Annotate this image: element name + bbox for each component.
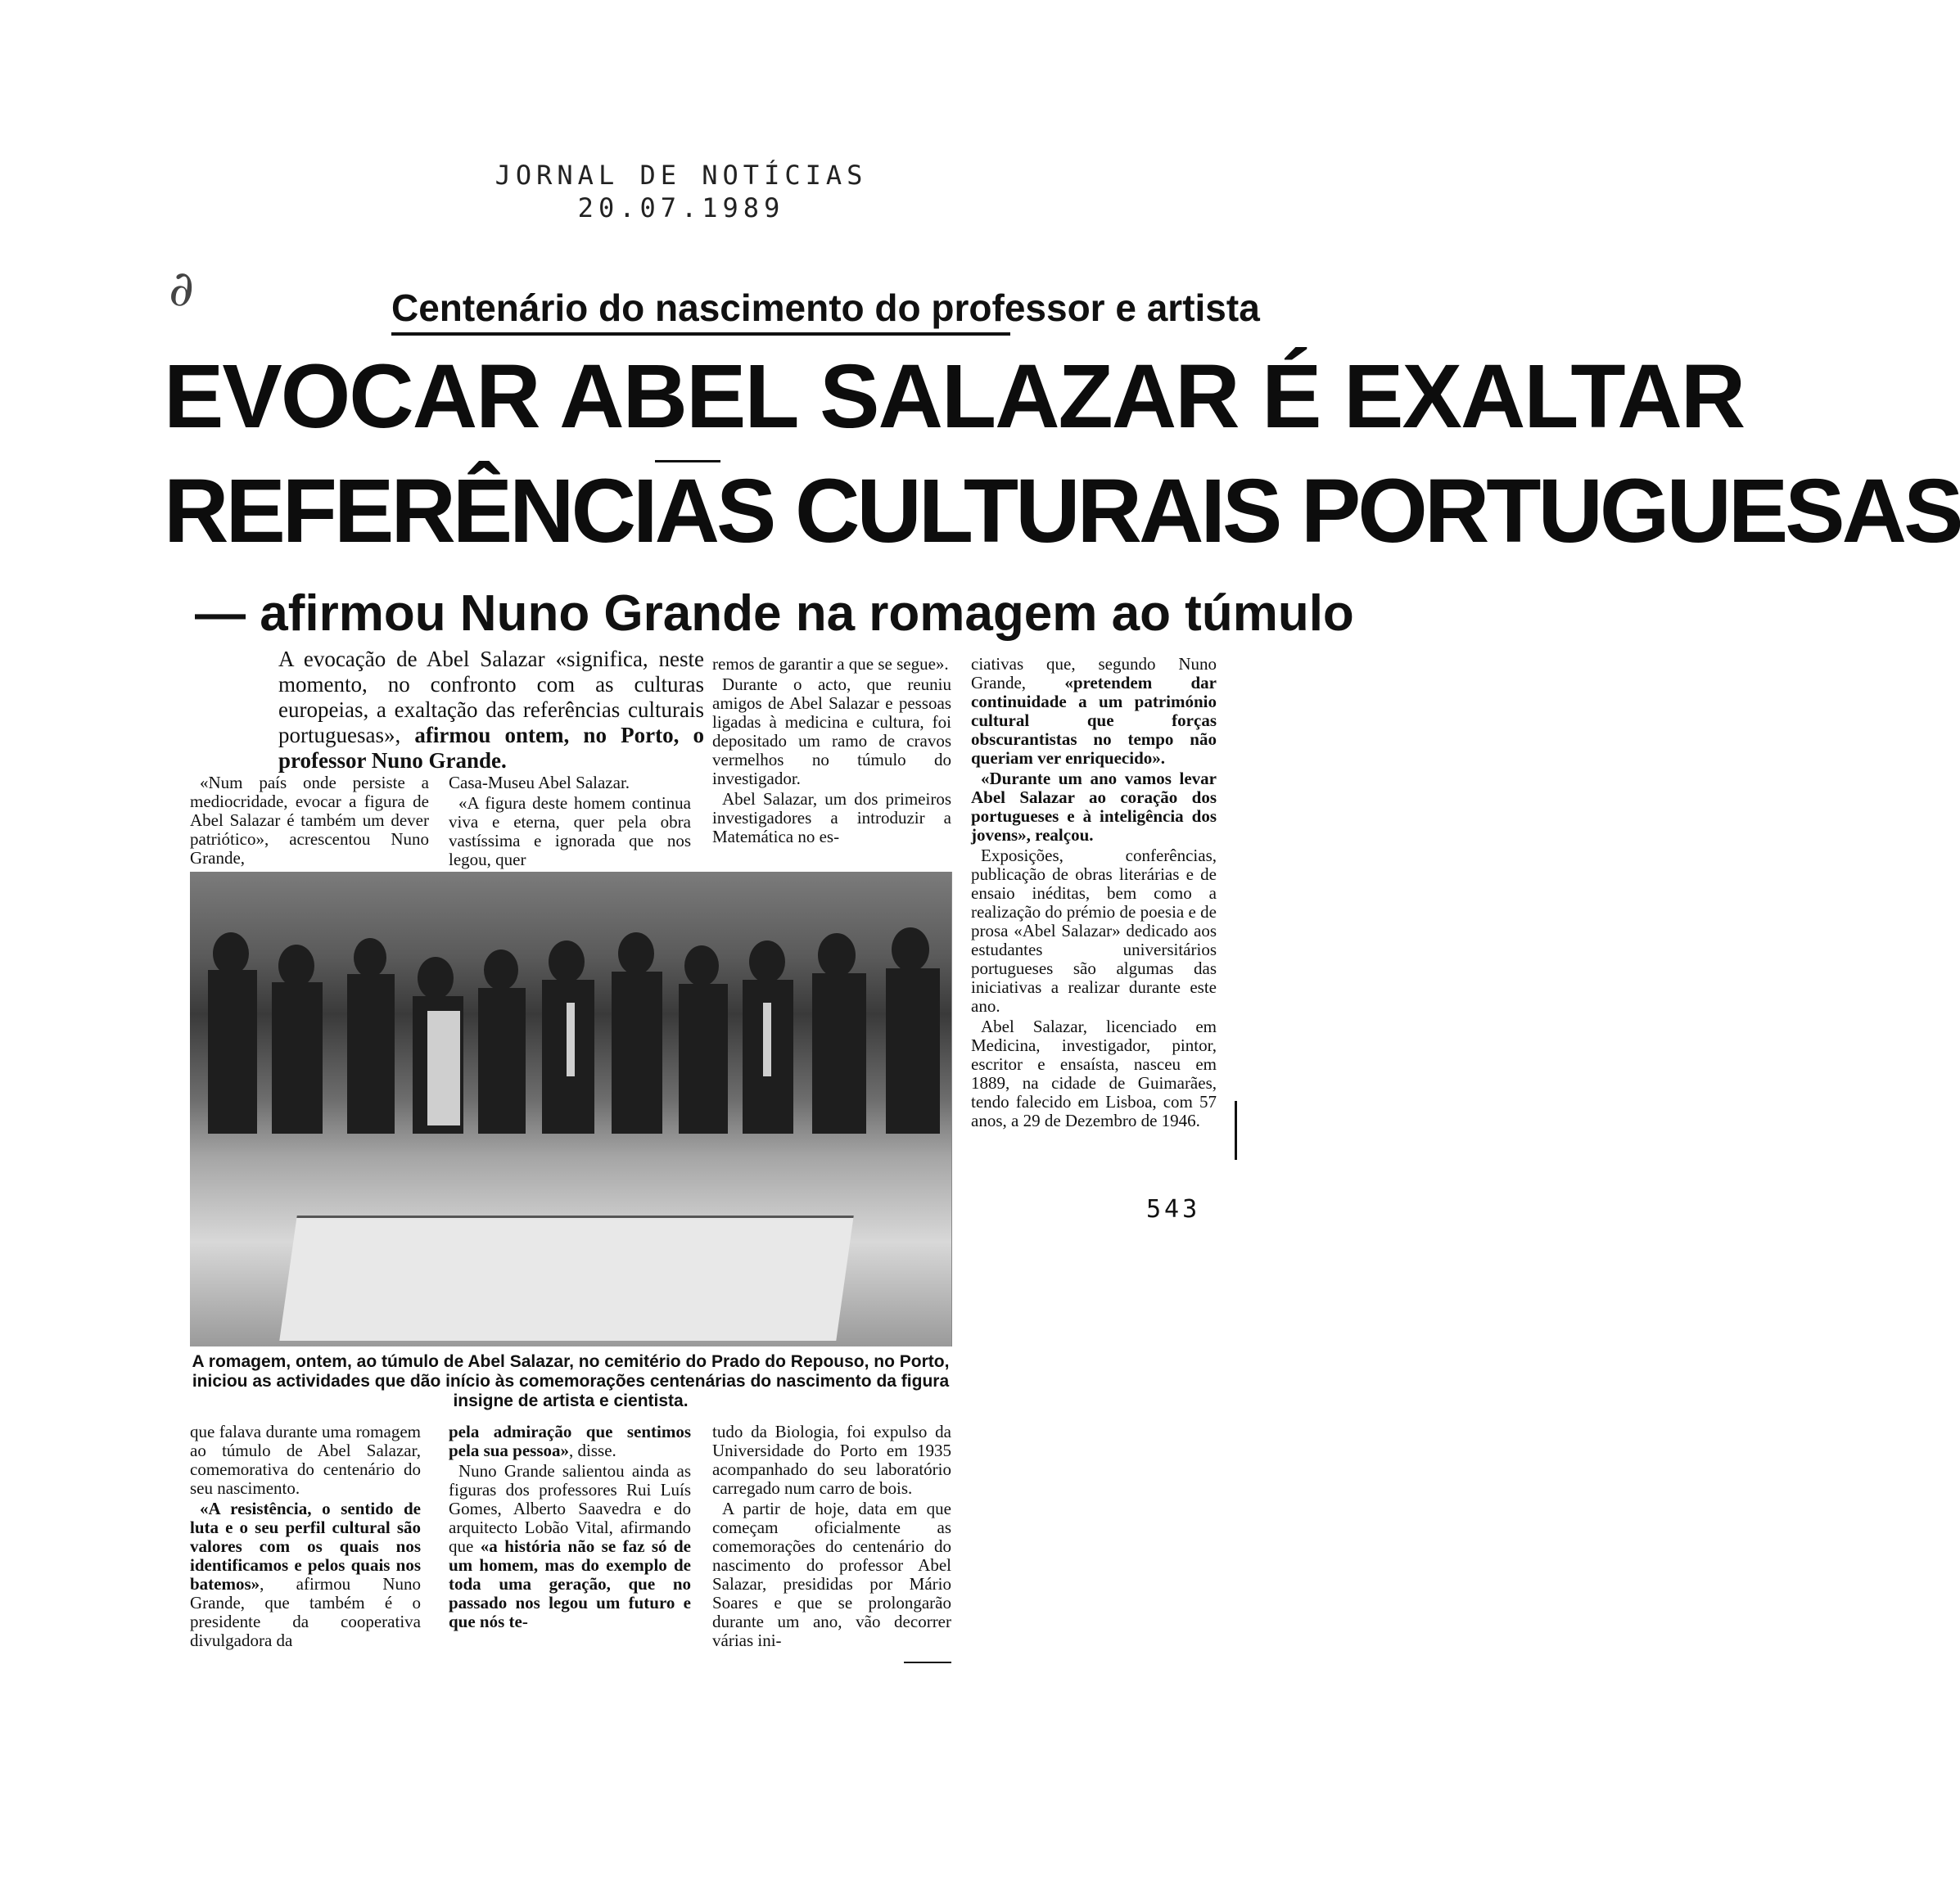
publication-date: 20.07.1989 bbox=[577, 192, 785, 223]
right-col-paragraph-1 bbox=[971, 655, 1217, 768]
margin-line bbox=[1235, 1101, 1237, 1160]
lower-col2-text-1: , disse. bbox=[569, 1441, 616, 1460]
upper-col3-paragraph-1: remos de garantir a que se segue». bbox=[712, 654, 949, 674]
upper-col1-paragraph: «Num país onde persiste a mediocridade, evocar a figura de Abel Salazar é também um dever patriótico», acrescentou Nuno Grande, bbox=[190, 773, 429, 868]
upper-col3-paragraph-2: Durante o acto, que reuniu amigos de Abel Salazar e pessoas ligadas à medicina e cultura, foi depositado um ramo de cravos vermelhos no túmulo do investigador. bbox=[712, 674, 951, 788]
article-subhead: — afirmou Nuno Grande na romagem ao túmulo bbox=[195, 585, 1354, 642]
lower-col1-text: , afirmou Nuno Grande, que também é o presidente da cooperativa divulgadora da bbox=[190, 1574, 421, 1650]
lower-col2-quote-2: «a história não se faz só de um homem, mas do exemplo de toda uma geração, que no passado nos legou um futuro e que nós te- bbox=[449, 1536, 691, 1631]
publication-name: JORNAL DE NOTÍCIAS bbox=[495, 160, 868, 191]
lower-column-1 bbox=[190, 1423, 421, 1652]
upper-col2-paragraph-1: Casa-Museu Abel Salazar. bbox=[449, 773, 630, 792]
right-col-p2-quote: «Durante um ano vamos levar Abel Salazar ao coração dos portugueses e à inteligência dos jovens», realçou. bbox=[971, 769, 1217, 845]
lower-col3-paragraph-2: A partir de hoje, data em que começam oficialmente as comemorações do centenário do nascimento do professor Abel Salazar, presididas por Mário Soares e que se prolongarão durante um ano, vão decorrer várias ini- bbox=[712, 1499, 951, 1650]
right-col-paragraph-3: Exposições, conferências, publicação de obras literárias e de ensaio inéditas, bem como a realização do prémio de poesia e de prosa «Abel Salazar» dedicado aos estudantes universitários portugueses são algumas das iniciativas a realizar durante este ano. bbox=[971, 846, 1217, 1016]
lower-col2-paragraph-1 bbox=[449, 1423, 691, 1460]
end-rule bbox=[904, 1662, 951, 1663]
lead-text: A evocação de Abel Salazar «significa, neste momento, no confronto com as culturas europeias, a exaltação das referências culturais portuguesas», bbox=[278, 647, 704, 747]
lower-col1-quote: «A resistência, o sentido de luta e o seu perfil cultural são valores com os quais nos identificamos e pelos quais nos batemos» bbox=[190, 1499, 421, 1594]
news-photo-romagem bbox=[190, 872, 952, 1346]
lower-column-3 bbox=[712, 1423, 951, 1652]
lower-column-2 bbox=[449, 1423, 691, 1633]
lower-col3-paragraph-1: tudo da Biologia, foi expulso da Universidade do Porto em 1935 acompanhado do seu laboratório carregado num carro de bois. bbox=[712, 1422, 951, 1498]
lower-col2-quote-1: pela admiração que sentimos pela sua pessoa» bbox=[449, 1422, 691, 1460]
right-col-p1-text: ciativas que, segundo Nuno Grande, bbox=[971, 654, 1217, 692]
upper-column-2 bbox=[449, 774, 691, 871]
lead-bold-text: afirmou ontem, no Porto, o professor Nuno Grande. bbox=[278, 723, 704, 773]
upper-col3-paragraph-3: Abel Salazar, um dos primeiros investigadores a introduzir a Matemática no es- bbox=[712, 789, 951, 846]
upper-column-3 bbox=[712, 655, 951, 848]
upper-col2-paragraph-2: «A figura deste homem continua viva e eterna, quer pela obra vastíssima e ignorada que nos legou, quer bbox=[449, 793, 691, 869]
article-kicker: Centenário do nascimento do professor e artista bbox=[391, 285, 1010, 336]
lower-col1-paragraph-1: que falava durante uma romagem ao túmulo de Abel Salazar, comemorativa do centenário do seu nascimento. bbox=[190, 1422, 421, 1498]
headline-line-1: EVOCAR ABEL SALAZAR É EXALTAR bbox=[164, 346, 1745, 447]
right-column bbox=[971, 655, 1217, 1132]
upper-column-1 bbox=[190, 774, 429, 869]
photo-caption: A romagem, ontem, ao túmulo de Abel Salazar, no cemitério do Prado do Repouso, no Porto, iniciou as actividades que dão início às comemorações centenárias do nascimento da figura insigne de artista e cientista. bbox=[192, 1352, 950, 1410]
tomb-slab bbox=[279, 1216, 854, 1341]
lower-col2-paragraph-2 bbox=[449, 1462, 691, 1631]
headline-line-2: REFERÊNCIAS CULTURAIS PORTUGUESAS bbox=[164, 461, 1960, 562]
margin-mark: ∂ bbox=[169, 260, 195, 318]
lower-col2-text-2: Nuno Grande salientou ainda as figuras dos professores Rui Luís Gomes, Alberto Saavedra e do arquitecto Lobão Vital, afirmando que bbox=[449, 1461, 691, 1556]
lead-paragraph bbox=[278, 647, 704, 774]
lower-col1-paragraph-2 bbox=[190, 1500, 421, 1650]
crowd-silhouette bbox=[190, 921, 951, 1134]
page-number: 543 bbox=[1146, 1195, 1201, 1224]
right-col-p1-quote: «pretendem dar continuidade a um património cultural que forças obscurantistas no tempo não queriam ver enriquecido». bbox=[971, 673, 1217, 768]
right-col-paragraph-2 bbox=[971, 769, 1217, 845]
right-col-paragraph-4: Abel Salazar, licenciado em Medicina, investigador, pintor, escritor e ensaísta, nasceu em 1889, na cidade de Guimarães, tendo falecido em Lisboa, com 57 anos, a 29 de Dezembro de 1946. bbox=[971, 1017, 1217, 1130]
